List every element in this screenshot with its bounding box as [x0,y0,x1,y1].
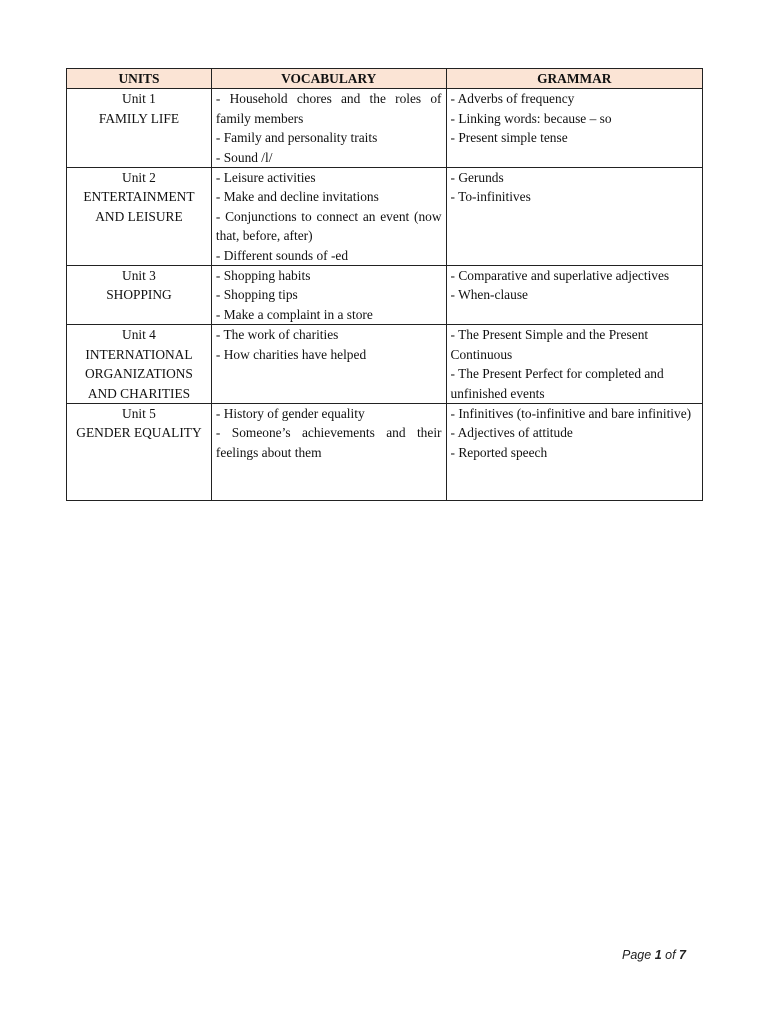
vocabulary-item: - Household chores and the roles of family members [215,91,442,126]
grammar-item: - Comparative and superlative adjectives [450,268,670,284]
table-row [67,403,703,500]
page-current: 1 [654,948,662,962]
vocabulary-item: - Someone’s achievements and their feelings about them [215,425,442,460]
vocabulary-item: - Shopping habits [215,268,311,284]
grammar-item: - The Present Perfect for completed and unfinished events [450,366,664,401]
table-row [67,325,703,404]
unit-cell [67,89,212,168]
grammar-item: - Infinitives (to-infinitive and bare infinitive) [450,405,692,421]
unit-title: GENDER EQUALITY [76,425,202,441]
vocabulary-cell [211,325,446,404]
page-label: Page [622,948,652,962]
grammar-cell [446,89,702,168]
vocabulary-cell [211,168,446,266]
page-number-footer [622,948,686,962]
table-header-row [67,69,703,89]
page-total: 7 [679,948,686,962]
table-row [67,89,703,168]
unit-cell [67,168,212,266]
vocabulary-item: - How charities have helped [215,346,367,362]
vocabulary-cell [211,266,446,325]
units-table [66,68,703,501]
vocabulary-item: - History of gender equality [215,405,365,421]
vocabulary-item: - Shopping tips [215,287,298,303]
grammar-cell [446,266,702,325]
grammar-item: - Gerunds [450,170,504,186]
unit-title: ENTERTAINMENT AND LEISURE [83,189,195,224]
unit-number: Unit 2 [122,170,156,186]
unit-number: Unit 1 [122,91,156,107]
table-row [67,168,703,266]
grammar-item: - Present simple tense [450,130,568,146]
unit-number: Unit 5 [122,405,156,421]
grammar-item: - When-clause [450,287,528,303]
header-grammar: GRAMMAR [446,69,702,89]
vocabulary-item: - The work of charities [215,327,339,343]
table-row [67,266,703,325]
grammar-item: - Adverbs of frequency [450,91,575,107]
grammar-item: - The Present Simple and the Present Continuous [450,327,649,362]
grammar-cell [446,325,702,404]
vocabulary-item: - Conjunctions to connect an event (now that, before, after) [215,208,442,244]
of-label: of [665,948,676,962]
header-units: UNITS [67,69,212,89]
grammar-item: - To-infinitives [450,189,531,205]
vocabulary-item: - Leisure activities [215,170,316,186]
unit-title: FAMILY LIFE [98,110,180,126]
grammar-cell [446,168,702,266]
vocabulary-item: - Sound /l/ [215,149,273,165]
unit-number: Unit 4 [122,327,156,343]
unit-cell [67,325,212,404]
vocabulary-cell [211,403,446,500]
unit-title: INTERNATIONAL ORGANIZATIONS AND CHARITIES [85,346,193,401]
unit-cell [67,266,212,325]
unit-title: SHOPPING [106,287,172,303]
grammar-item: - Adjectives of attitude [450,425,573,441]
grammar-item: - Reported speech [450,444,548,460]
grammar-cell [446,403,702,500]
vocabulary-cell [211,89,446,168]
unit-cell [67,403,212,500]
vocabulary-item: - Make and decline invitations [215,189,379,205]
vocabulary-item: - Make a complaint in a store [215,306,373,322]
unit-number: Unit 3 [122,268,156,284]
header-vocabulary: VOCABULARY [211,69,446,89]
grammar-item: - Linking words: because – so [450,110,612,126]
vocabulary-item: - Different sounds of -ed [215,247,349,263]
vocabulary-item: - Family and personality traits [215,130,378,146]
